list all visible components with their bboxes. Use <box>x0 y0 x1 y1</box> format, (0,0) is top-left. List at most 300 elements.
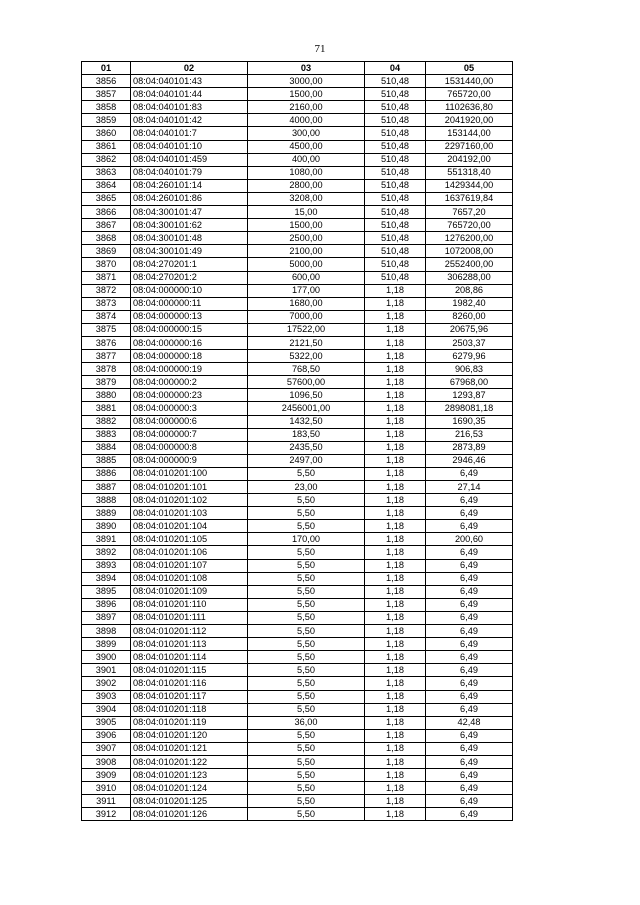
value-03-cell: 5,50 <box>248 598 365 611</box>
row-number-cell: 3903 <box>82 690 131 703</box>
value-03-cell: 300,00 <box>248 127 365 140</box>
value-04-cell: 1,18 <box>365 677 426 690</box>
table-row <box>82 533 513 546</box>
value-03-cell: 5,50 <box>248 664 365 677</box>
row-number-cell: 3861 <box>82 140 131 153</box>
value-05-cell: 216,53 <box>426 428 513 441</box>
value-05-cell: 27,14 <box>426 481 513 494</box>
cadastral-number-cell: 08:04:300101:47 <box>131 206 248 219</box>
value-04-cell: 510,48 <box>365 114 426 127</box>
table-row <box>82 651 513 664</box>
cadastral-number-cell: 08:04:010201:117 <box>131 690 248 703</box>
cadastral-number-cell: 08:04:000000:3 <box>131 402 248 415</box>
row-number-cell: 3859 <box>82 114 131 127</box>
cadastral-number-cell: 08:04:040101:44 <box>131 88 248 101</box>
table-row <box>82 546 513 559</box>
value-04-cell: 1,18 <box>365 808 426 821</box>
value-03-cell: 1096,50 <box>248 389 365 402</box>
row-number-cell: 3864 <box>82 179 131 192</box>
cadastral-number-cell: 08:04:000000:23 <box>131 389 248 402</box>
column-header-04: 04 <box>365 62 426 75</box>
value-05-cell: 6,49 <box>426 677 513 690</box>
table-row <box>82 638 513 651</box>
value-04-cell: 1,18 <box>365 363 426 376</box>
data-table <box>81 61 513 821</box>
cadastral-number-cell: 08:04:010201:112 <box>131 625 248 638</box>
value-03-cell: 5,50 <box>248 494 365 507</box>
table-row <box>82 808 513 821</box>
row-number-cell: 3866 <box>82 206 131 219</box>
value-04-cell: 1,18 <box>365 494 426 507</box>
table-row <box>82 481 513 494</box>
row-number-cell: 3879 <box>82 376 131 389</box>
value-04-cell: 1,18 <box>365 782 426 795</box>
value-04-cell: 510,48 <box>365 75 426 88</box>
value-03-cell: 5,50 <box>248 755 365 768</box>
value-03-cell: 2160,00 <box>248 101 365 114</box>
value-03-cell: 5,50 <box>248 703 365 716</box>
value-05-cell: 551318,40 <box>426 166 513 179</box>
value-05-cell: 1982,40 <box>426 297 513 310</box>
value-04-cell: 1,18 <box>365 651 426 664</box>
value-04-cell: 1,18 <box>365 598 426 611</box>
row-number-cell: 3906 <box>82 729 131 742</box>
cadastral-number-cell: 08:04:010201:118 <box>131 703 248 716</box>
value-03-cell: 170,00 <box>248 533 365 546</box>
row-number-cell: 3867 <box>82 219 131 232</box>
table-row <box>82 729 513 742</box>
row-number-cell: 3894 <box>82 572 131 585</box>
value-05-cell: 2552400,00 <box>426 258 513 271</box>
row-number-cell: 3885 <box>82 454 131 467</box>
value-04-cell: 1,18 <box>365 507 426 520</box>
cadastral-number-cell: 08:04:010201:111 <box>131 611 248 624</box>
value-03-cell: 15,00 <box>248 206 365 219</box>
value-03-cell: 5,50 <box>248 611 365 624</box>
value-05-cell: 765720,00 <box>426 88 513 101</box>
value-04-cell: 1,18 <box>365 585 426 598</box>
value-05-cell: 1102636,80 <box>426 101 513 114</box>
table-row <box>82 363 513 376</box>
cadastral-number-cell: 08:04:000000:6 <box>131 415 248 428</box>
table-row <box>82 415 513 428</box>
cadastral-number-cell: 08:04:040101:42 <box>131 114 248 127</box>
table-row <box>82 494 513 507</box>
row-number-cell: 3905 <box>82 716 131 729</box>
value-05-cell: 6,49 <box>426 638 513 651</box>
value-05-cell: 2873,89 <box>426 441 513 454</box>
value-04-cell: 1,18 <box>365 376 426 389</box>
value-05-cell: 765720,00 <box>426 219 513 232</box>
value-05-cell: 6,49 <box>426 611 513 624</box>
value-04-cell: 1,18 <box>365 533 426 546</box>
value-03-cell: 2800,00 <box>248 179 365 192</box>
row-number-cell: 3910 <box>82 782 131 795</box>
cadastral-number-cell: 08:04:270201:2 <box>131 271 248 284</box>
value-04-cell: 1,18 <box>365 611 426 624</box>
cadastral-number-cell: 08:04:000000:8 <box>131 441 248 454</box>
value-05-cell: 42,48 <box>426 716 513 729</box>
table-row <box>82 585 513 598</box>
row-number-cell: 3872 <box>82 284 131 297</box>
row-number-cell: 3875 <box>82 323 131 336</box>
value-05-cell: 6,49 <box>426 520 513 533</box>
table-row <box>82 350 513 363</box>
row-number-cell: 3890 <box>82 520 131 533</box>
table-row <box>82 520 513 533</box>
row-number-cell: 3898 <box>82 625 131 638</box>
value-04-cell: 1,18 <box>365 625 426 638</box>
header-row <box>82 62 513 75</box>
value-03-cell: 3000,00 <box>248 75 365 88</box>
table-row <box>82 245 513 258</box>
row-number-cell: 3876 <box>82 336 131 349</box>
table-row <box>82 677 513 690</box>
value-04-cell: 1,18 <box>365 284 426 297</box>
value-05-cell: 67968,00 <box>426 376 513 389</box>
row-number-cell: 3904 <box>82 703 131 716</box>
value-03-cell: 4500,00 <box>248 140 365 153</box>
value-05-cell: 6,49 <box>426 664 513 677</box>
row-number-cell: 3887 <box>82 481 131 494</box>
cadastral-number-cell: 08:04:000000:10 <box>131 284 248 297</box>
value-04-cell: 1,18 <box>365 350 426 363</box>
table-row <box>82 219 513 232</box>
row-number-cell: 3893 <box>82 559 131 572</box>
value-04-cell: 510,48 <box>365 88 426 101</box>
value-05-cell: 2503,37 <box>426 336 513 349</box>
value-03-cell: 2456001,00 <box>248 402 365 415</box>
value-04-cell: 1,18 <box>365 546 426 559</box>
cadastral-number-cell: 08:04:000000:13 <box>131 310 248 323</box>
row-number-cell: 3871 <box>82 271 131 284</box>
value-05-cell: 306288,00 <box>426 271 513 284</box>
value-03-cell: 5,50 <box>248 467 365 480</box>
column-header-03: 03 <box>248 62 365 75</box>
value-04-cell: 1,18 <box>365 297 426 310</box>
table-row <box>82 271 513 284</box>
value-05-cell: 1531440,00 <box>426 75 513 88</box>
value-05-cell: 2041920,00 <box>426 114 513 127</box>
value-04-cell: 1,18 <box>365 454 426 467</box>
value-04-cell: 510,48 <box>365 192 426 205</box>
row-number-cell: 3865 <box>82 192 131 205</box>
cadastral-number-cell: 08:04:010201:100 <box>131 467 248 480</box>
row-number-cell: 3873 <box>82 297 131 310</box>
cadastral-number-cell: 08:04:010201:119 <box>131 716 248 729</box>
row-number-cell: 3869 <box>82 245 131 258</box>
value-05-cell: 1276200,00 <box>426 232 513 245</box>
value-05-cell: 6,49 <box>426 690 513 703</box>
cadastral-number-cell: 08:04:010201:123 <box>131 769 248 782</box>
value-03-cell: 1500,00 <box>248 88 365 101</box>
table-row <box>82 795 513 808</box>
table-row <box>82 755 513 768</box>
value-05-cell: 2946,46 <box>426 454 513 467</box>
value-05-cell: 1690,35 <box>426 415 513 428</box>
value-04-cell: 1,18 <box>365 428 426 441</box>
cadastral-number-cell: 08:04:010201:109 <box>131 585 248 598</box>
column-header-02: 02 <box>131 62 248 75</box>
value-04-cell: 1,18 <box>365 402 426 415</box>
value-04-cell: 1,18 <box>365 441 426 454</box>
value-05-cell: 6,49 <box>426 795 513 808</box>
value-03-cell: 600,00 <box>248 271 365 284</box>
row-number-cell: 3862 <box>82 153 131 166</box>
row-number-cell: 3882 <box>82 415 131 428</box>
table-row <box>82 598 513 611</box>
table-row <box>82 507 513 520</box>
cadastral-number-cell: 08:04:010201:106 <box>131 546 248 559</box>
row-number-cell: 3892 <box>82 546 131 559</box>
value-05-cell: 1293,87 <box>426 389 513 402</box>
table-row <box>82 625 513 638</box>
cadastral-number-cell: 08:04:040101:79 <box>131 166 248 179</box>
table-row <box>82 716 513 729</box>
cadastral-number-cell: 08:04:010201:108 <box>131 572 248 585</box>
value-03-cell: 2435,50 <box>248 441 365 454</box>
cadastral-number-cell: 08:04:300101:48 <box>131 232 248 245</box>
page-number: 71 <box>314 43 326 55</box>
table-row <box>82 389 513 402</box>
table-row <box>82 690 513 703</box>
value-04-cell: 1,18 <box>365 638 426 651</box>
row-number-cell: 3888 <box>82 494 131 507</box>
cadastral-number-cell: 08:04:040101:43 <box>131 75 248 88</box>
row-number-cell: 3891 <box>82 533 131 546</box>
value-03-cell: 5,50 <box>248 795 365 808</box>
value-04-cell: 510,48 <box>365 140 426 153</box>
value-04-cell: 1,18 <box>365 520 426 533</box>
value-05-cell: 2898081,18 <box>426 402 513 415</box>
value-04-cell: 510,48 <box>365 245 426 258</box>
value-04-cell: 510,48 <box>365 101 426 114</box>
table-row <box>82 192 513 205</box>
value-04-cell: 510,48 <box>365 219 426 232</box>
value-05-cell: 7657,20 <box>426 206 513 219</box>
value-05-cell: 6,49 <box>426 769 513 782</box>
row-number-cell: 3878 <box>82 363 131 376</box>
value-04-cell: 1,18 <box>365 755 426 768</box>
row-number-cell: 3889 <box>82 507 131 520</box>
row-number-cell: 3881 <box>82 402 131 415</box>
table-row <box>82 664 513 677</box>
value-04-cell: 510,48 <box>365 232 426 245</box>
row-number-cell: 3870 <box>82 258 131 271</box>
cadastral-number-cell: 08:04:010201:122 <box>131 755 248 768</box>
table-row <box>82 88 513 101</box>
cadastral-number-cell: 08:04:010201:105 <box>131 533 248 546</box>
row-number-cell: 3860 <box>82 127 131 140</box>
cadastral-number-cell: 08:04:000000:15 <box>131 323 248 336</box>
value-04-cell: 1,18 <box>365 769 426 782</box>
value-05-cell: 6,49 <box>426 507 513 520</box>
table-row <box>82 703 513 716</box>
row-number-cell: 3895 <box>82 585 131 598</box>
row-number-cell: 3909 <box>82 769 131 782</box>
value-04-cell: 1,18 <box>365 703 426 716</box>
value-04-cell: 1,18 <box>365 481 426 494</box>
value-04-cell: 510,48 <box>365 166 426 179</box>
value-03-cell: 5,50 <box>248 546 365 559</box>
cadastral-number-cell: 08:04:040101:10 <box>131 140 248 153</box>
value-03-cell: 5,50 <box>248 507 365 520</box>
value-03-cell: 5,50 <box>248 572 365 585</box>
value-04-cell: 1,18 <box>365 467 426 480</box>
value-04-cell: 1,18 <box>365 415 426 428</box>
value-05-cell: 6,49 <box>426 494 513 507</box>
row-number-cell: 3883 <box>82 428 131 441</box>
cadastral-number-cell: 08:04:000000:9 <box>131 454 248 467</box>
value-05-cell: 1637619,84 <box>426 192 513 205</box>
table-body <box>82 75 513 821</box>
table-row <box>82 572 513 585</box>
table-row <box>82 402 513 415</box>
value-04-cell: 510,48 <box>365 127 426 140</box>
value-05-cell: 6279,96 <box>426 350 513 363</box>
cadastral-number-cell: 08:04:300101:49 <box>131 245 248 258</box>
value-04-cell: 1,18 <box>365 795 426 808</box>
value-05-cell: 1429344,00 <box>426 179 513 192</box>
row-number-cell: 3897 <box>82 611 131 624</box>
value-05-cell: 6,49 <box>426 559 513 572</box>
value-03-cell: 1500,00 <box>248 219 365 232</box>
value-03-cell: 2121,50 <box>248 336 365 349</box>
row-number-cell: 3908 <box>82 755 131 768</box>
value-05-cell: 1072008,00 <box>426 245 513 258</box>
value-03-cell: 5,50 <box>248 690 365 703</box>
cadastral-number-cell: 08:04:040101:459 <box>131 153 248 166</box>
cadastral-number-cell: 08:04:010201:120 <box>131 729 248 742</box>
value-03-cell: 5,50 <box>248 559 365 572</box>
cadastral-number-cell: 08:04:010201:116 <box>131 677 248 690</box>
value-05-cell: 20675,96 <box>426 323 513 336</box>
column-header-05: 05 <box>426 62 513 75</box>
table-row <box>82 127 513 140</box>
row-number-cell: 3884 <box>82 441 131 454</box>
cadastral-number-cell: 08:04:010201:121 <box>131 742 248 755</box>
value-05-cell: 6,49 <box>426 585 513 598</box>
cadastral-number-cell: 08:04:000000:18 <box>131 350 248 363</box>
row-number-cell: 3911 <box>82 795 131 808</box>
value-03-cell: 5,50 <box>248 677 365 690</box>
cadastral-number-cell: 08:04:010201:126 <box>131 808 248 821</box>
value-03-cell: 7000,00 <box>248 310 365 323</box>
value-04-cell: 510,48 <box>365 258 426 271</box>
table-row <box>82 376 513 389</box>
row-number-cell: 3874 <box>82 310 131 323</box>
value-05-cell: 2297160,00 <box>426 140 513 153</box>
row-number-cell: 3896 <box>82 598 131 611</box>
table-row <box>82 166 513 179</box>
cadastral-number-cell: 08:04:010201:124 <box>131 782 248 795</box>
cadastral-number-cell: 08:04:000000:7 <box>131 428 248 441</box>
row-number-cell: 3886 <box>82 467 131 480</box>
value-05-cell: 6,49 <box>426 729 513 742</box>
table-row <box>82 454 513 467</box>
cadastral-number-cell: 08:04:010201:102 <box>131 494 248 507</box>
value-05-cell: 6,49 <box>426 467 513 480</box>
value-05-cell: 6,49 <box>426 703 513 716</box>
table-row <box>82 153 513 166</box>
table-row <box>82 428 513 441</box>
value-04-cell: 1,18 <box>365 664 426 677</box>
value-03-cell: 1080,00 <box>248 166 365 179</box>
value-05-cell: 6,49 <box>426 546 513 559</box>
value-04-cell: 1,18 <box>365 389 426 402</box>
value-03-cell: 2100,00 <box>248 245 365 258</box>
value-04-cell: 1,18 <box>365 716 426 729</box>
row-number-cell: 3880 <box>82 389 131 402</box>
value-04-cell: 1,18 <box>365 323 426 336</box>
value-04-cell: 1,18 <box>365 742 426 755</box>
row-number-cell: 3912 <box>82 808 131 821</box>
value-03-cell: 5,50 <box>248 769 365 782</box>
cadastral-number-cell: 08:04:000000:2 <box>131 376 248 389</box>
value-03-cell: 5,50 <box>248 625 365 638</box>
table-row <box>82 284 513 297</box>
value-03-cell: 5322,00 <box>248 350 365 363</box>
table-row <box>82 559 513 572</box>
row-number-cell: 3877 <box>82 350 131 363</box>
cadastral-number-cell: 08:04:010201:107 <box>131 559 248 572</box>
value-05-cell: 6,49 <box>426 572 513 585</box>
value-03-cell: 57600,00 <box>248 376 365 389</box>
cadastral-number-cell: 08:04:260101:14 <box>131 179 248 192</box>
table-row <box>82 769 513 782</box>
value-03-cell: 5,50 <box>248 742 365 755</box>
row-number-cell: 3868 <box>82 232 131 245</box>
cadastral-number-cell: 08:04:010201:113 <box>131 638 248 651</box>
value-05-cell: 204192,00 <box>426 153 513 166</box>
table-row <box>82 441 513 454</box>
value-05-cell: 208,86 <box>426 284 513 297</box>
row-number-cell: 3899 <box>82 638 131 651</box>
value-05-cell: 6,49 <box>426 755 513 768</box>
value-03-cell: 23,00 <box>248 481 365 494</box>
value-05-cell: 6,49 <box>426 782 513 795</box>
value-05-cell: 6,49 <box>426 625 513 638</box>
value-04-cell: 510,48 <box>365 153 426 166</box>
table-row <box>82 336 513 349</box>
value-03-cell: 183,50 <box>248 428 365 441</box>
value-04-cell: 510,48 <box>365 179 426 192</box>
row-number-cell: 3863 <box>82 166 131 179</box>
table-row <box>82 140 513 153</box>
value-04-cell: 1,18 <box>365 690 426 703</box>
cadastral-number-cell: 08:04:010201:103 <box>131 507 248 520</box>
cadastral-number-cell: 08:04:010201:110 <box>131 598 248 611</box>
table-row <box>82 323 513 336</box>
value-03-cell: 5,50 <box>248 782 365 795</box>
table-row <box>82 297 513 310</box>
column-header-01: 01 <box>82 62 131 75</box>
value-03-cell: 2500,00 <box>248 232 365 245</box>
value-03-cell: 5000,00 <box>248 258 365 271</box>
value-04-cell: 510,48 <box>365 271 426 284</box>
table-row <box>82 114 513 127</box>
table-row <box>82 742 513 755</box>
row-number-cell: 3901 <box>82 664 131 677</box>
value-03-cell: 177,00 <box>248 284 365 297</box>
value-04-cell: 510,48 <box>365 206 426 219</box>
value-03-cell: 768,50 <box>248 363 365 376</box>
value-03-cell: 1680,00 <box>248 297 365 310</box>
row-number-cell: 3858 <box>82 101 131 114</box>
value-05-cell: 6,49 <box>426 808 513 821</box>
cadastral-number-cell: 08:04:300101:62 <box>131 219 248 232</box>
value-03-cell: 5,50 <box>248 585 365 598</box>
